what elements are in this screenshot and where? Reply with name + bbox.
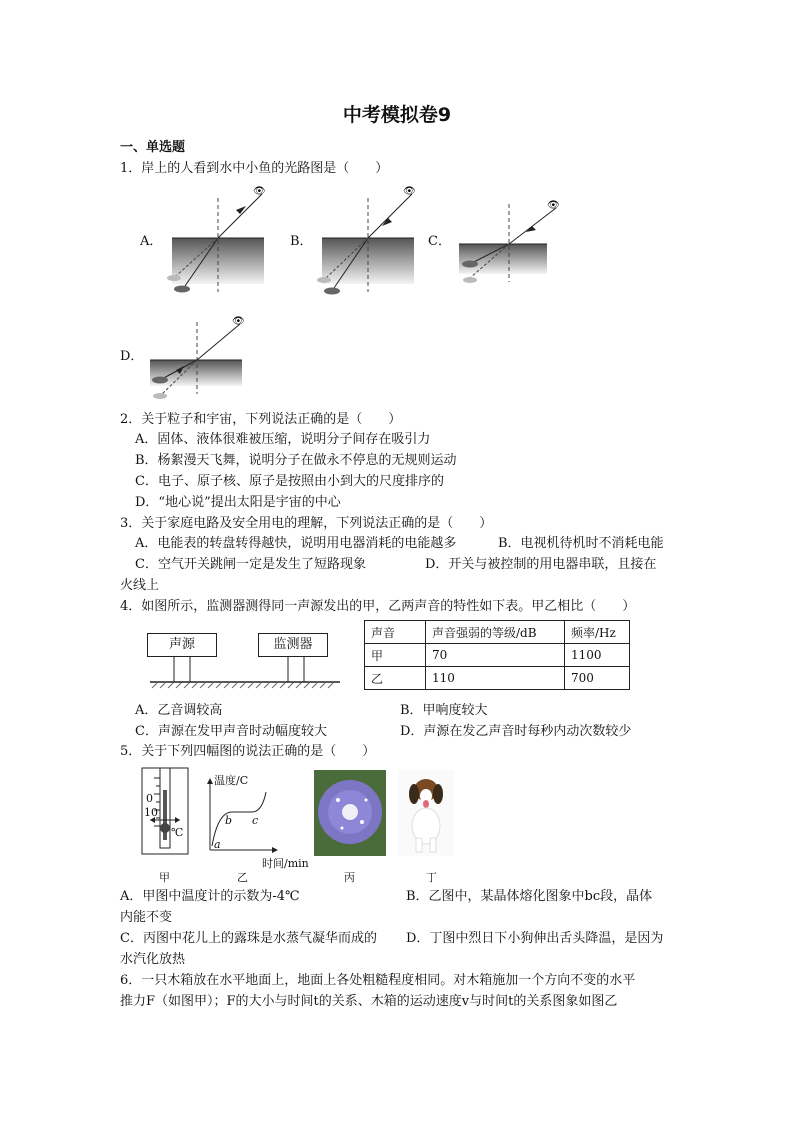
q3-stem: 3．关于家庭电路及安全用电的理解，下列说法正确的是（ ） (120, 516, 493, 531)
q5-option-d[interactable]: D．丁图中烈日下小狗伸出舌头降温，是因为 (406, 931, 664, 946)
thermometer-unit: ℃ (171, 826, 184, 839)
q3-option-d[interactable]: D．开关与被控制的用电器串联，且接在 (425, 557, 657, 572)
table-cell: 乙 (365, 667, 426, 690)
q5-option-d-cont: 水汽化放热 (120, 952, 186, 967)
graph-point-a: a (214, 838, 221, 851)
graph-point-b: b (225, 814, 233, 827)
q5-stem: 5．关于下列四幅图的说法正确的是（ ） (120, 744, 376, 759)
q4-option-c[interactable]: C．声源在发甲声音时动幅度较大 (135, 724, 327, 739)
graph-x-label: 时间/min (262, 857, 309, 870)
q5-option-a[interactable]: A．甲图中温度计的示数为-4℃ (120, 889, 300, 904)
thermometer-tick-10: 10 (144, 806, 158, 819)
table-cell: 70 (426, 644, 565, 667)
q4-option-a[interactable]: A．乙音调较高 (135, 703, 223, 718)
q2-option-a[interactable]: A．固体、液体很难被压缩，说明分子间存在吸引力 (135, 432, 431, 447)
q1-option-a[interactable]: A． (140, 234, 163, 249)
section-heading: 一、单选题 (120, 140, 186, 155)
q2-option-d[interactable]: D．“地心说”提出太阳是宇宙的中心 (135, 495, 341, 510)
q1-option-b[interactable]: B． (290, 234, 313, 249)
caption-bing: 丙 (344, 871, 355, 884)
table-cell: 110 (426, 667, 565, 690)
q2-option-b[interactable]: B．杨絮漫天飞舞，说明分子在做永不停息的无规则运动 (135, 453, 457, 468)
table-cell: 1100 (565, 644, 630, 667)
table-header: 声音强弱的等级/dB (426, 621, 565, 644)
q3-option-a[interactable]: A．电能表的转盘转得越快，说明用电器消耗的电能越多 (135, 536, 457, 551)
svg-text:👁: 👁 (547, 200, 560, 211)
q4-stem: 4．如图所示，监测器测得同一声源发出的甲，乙两声音的特性如下表。甲乙相比（ ） (120, 599, 636, 614)
q6-stem-line2: 推力F（如图甲）；F的大小与时间t的关系、木箱的运动速度v与时间t的关系图象如图乙 (120, 994, 618, 1009)
table-header: 声音 (365, 621, 426, 644)
q5-option-c[interactable]: C．丙图中花儿上的露珠是水蒸气凝华而成的 (120, 931, 377, 946)
table-cell: 甲 (365, 644, 426, 667)
q4-option-b[interactable]: B．甲响度较大 (400, 703, 488, 718)
q5-option-b[interactable]: B．乙图中，某晶体熔化图象中bc段，晶体 (406, 889, 653, 904)
q1-stem: 1．岸上的人看到水中小鱼的光路图是（ ） (120, 161, 389, 176)
table-cell: 700 (565, 667, 630, 690)
q2-stem: 2．关于粒子和宇宙，下列说法正确的是（ ） (120, 412, 402, 427)
table-header: 频率/Hz (565, 621, 630, 644)
q3-option-d-cont: 火线上 (120, 578, 160, 593)
svg-text:👁: 👁 (253, 186, 266, 197)
caption-ding: 丁 (426, 871, 437, 884)
q3-option-b[interactable]: B．电视机待机时不消耗电能 (498, 536, 664, 551)
q1-option-c[interactable]: C． (428, 234, 451, 249)
caption-yi: 乙 (237, 871, 248, 884)
q1-option-d[interactable]: D． (120, 349, 144, 364)
q6-stem-line1: 6．一只木箱放在水平地面上，地面上各处粗糙程度相同。对木箱施加一个方向不变的水平 (120, 973, 636, 988)
monitor-box: 监测器 (258, 633, 328, 657)
page-title: 中考模拟卷9 (342, 104, 452, 126)
caption-jia: 甲 (159, 871, 170, 884)
q5-option-b-cont: 内能不变 (120, 910, 173, 925)
graph-point-c: c (252, 814, 259, 827)
graph-y-label: 温度/C (214, 774, 249, 787)
svg-text:👁: 👁 (232, 316, 245, 327)
q3-option-c[interactable]: C．空气开关跳闸一定是发生了短路现象 (135, 557, 366, 572)
q2-option-c[interactable]: C．电子、原子核、原子是按照由小到大的尺度排序的 (135, 474, 444, 489)
svg-text:👁: 👁 (403, 186, 416, 197)
q4-option-d[interactable]: D．声源在发乙声音时每秒内动次数较少 (400, 724, 632, 739)
thermometer-tick-0: 0 (146, 792, 153, 805)
sound-source-box: 声源 (147, 633, 217, 657)
dog-photo (398, 770, 454, 856)
flower-photo (314, 770, 386, 856)
